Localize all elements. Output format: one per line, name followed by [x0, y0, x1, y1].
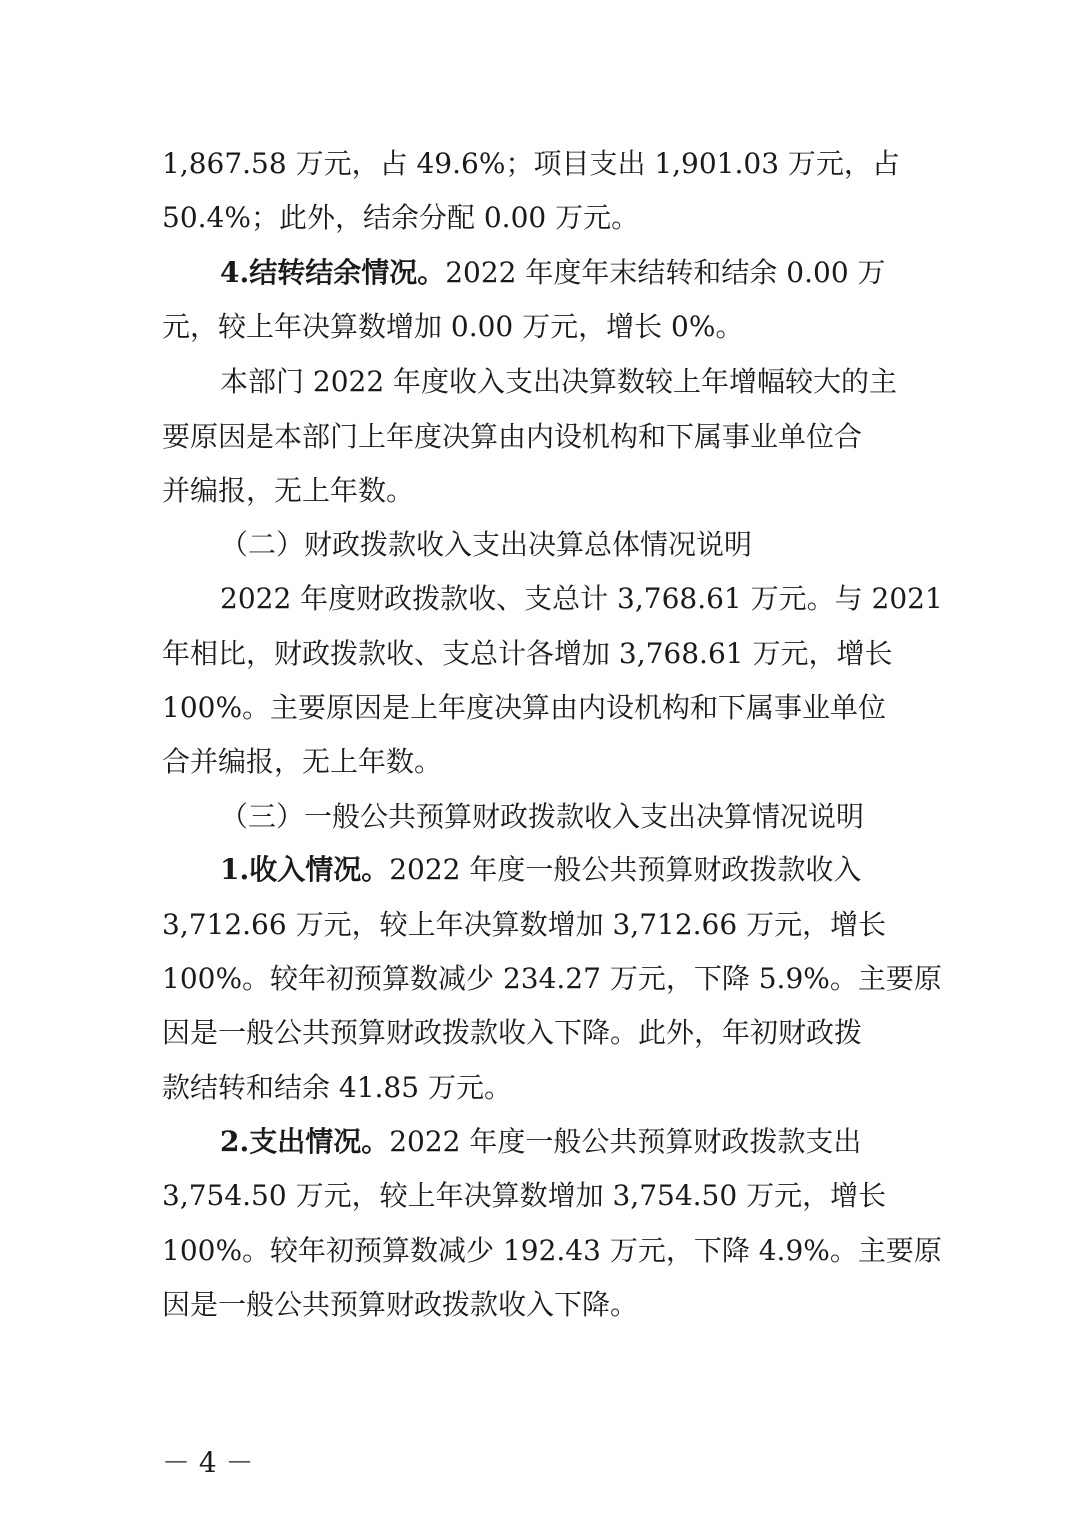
text-line: 100%。主要原因是上年度决算由内设机构和下属事业单位 [162, 691, 887, 724]
text-line: 1,867.58 万元，占 49.6%；项目支出 1,901.03 万元，占 [162, 147, 900, 180]
text-line: 3,754.50 万元，较上年决算数增加 3,754.50 万元，增长 [162, 1179, 887, 1212]
text-line: 100%。较年初预算数减少 192.43 万元，下降 4.9%。主要原 [162, 1234, 942, 1267]
text-line: 年相比，财政拨款收、支总计各增加 3,768.61 万元，增长 [162, 637, 893, 670]
section-heading: 4.结转结余情况。2022 年度年末结转和结余 0.00 万 [220, 256, 886, 289]
text-line: 元，较上年决算数增加 0.00 万元，增长 0%。 [162, 310, 744, 343]
text-line: 款结转和结余 41.85 万元。 [162, 1071, 512, 1104]
section-heading: 2.支出情况。2022 年度一般公共预算财政拨款支出 [220, 1125, 862, 1158]
text-line: 因是一般公共预算财政拨款收入下降。此外，年初财政拨 [162, 1016, 863, 1049]
page-number: － 4 － [162, 1446, 254, 1479]
section-heading: 1.收入情况。2022 年度一般公共预算财政拨款收入 [220, 853, 862, 886]
text-line: 合并编报，无上年数。 [162, 745, 443, 778]
text-line: 100%。较年初预算数减少 234.27 万元，下降 5.9%。主要原 [162, 962, 942, 995]
text-line: 本部门 2022 年度收入支出决算数较上年增幅较大的主 [220, 365, 898, 398]
text-line: 因是一般公共预算财政拨款收入下降。 [162, 1288, 639, 1321]
text-line: 并编报，无上年数。 [162, 474, 415, 507]
section-heading: （二）财政拨款收入支出决算总体情况说明 [220, 528, 753, 561]
text-line: 2022 年度财政拨款收、支总计 3,768.61 万元。与 2021 [220, 582, 943, 615]
text-line: 50.4%；此外，结余分配 0.00 万元。 [162, 201, 640, 234]
section-heading: （三）一般公共预算财政拨款收入支出决算情况说明 [220, 800, 865, 833]
text-line: 3,712.66 万元，较上年决算数增加 3,712.66 万元，增长 [162, 908, 887, 941]
text-line: 要原因是本部门上年度决算由内设机构和下属事业单位合 [162, 420, 863, 453]
